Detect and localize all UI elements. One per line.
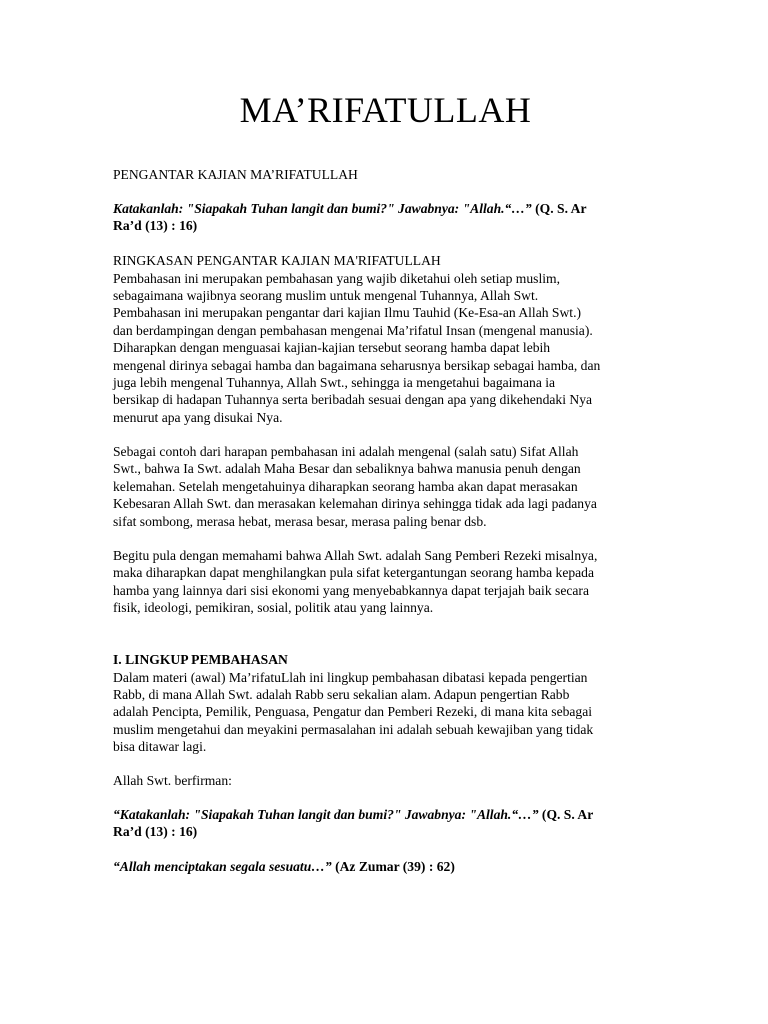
paragraph-3-line: Begitu pula dengan memahami bahwa Allah Swt. adalah Sang Pemberi Rezeki misalnya, [113, 548, 598, 563]
summary-line: bersikap di hadapan Tuhannya serta beribadah sesuai dengan apa yang dikehendaki Nya [113, 392, 593, 408]
summary-line: sebagaimana wajibnya seorang muslim untuk mengenal Tuhannya, Allah Swt. [113, 287, 539, 303]
quote-2-text: “Katakanlah: "Siapakah Tuhan langit dan bumi?" Jawabnya: "Allah.“…” [113, 807, 539, 822]
section-1-heading: I. LINGKUP PEMBAHASAN [113, 652, 288, 667]
paragraph-2-line: Swt., bahwa Ia Swt. adalah Maha Besar dan sebaliknya bahwa manusia penuh dengan [113, 461, 581, 477]
quote-1 [113, 200, 658, 235]
section-1-line: Dalam materi (awal) Ma’rifatuLlah ini lingkup pembahasan dibatasi kepada pengertian [113, 669, 588, 685]
quote-1-ref-a: (Q. S. Ar [531, 201, 587, 216]
quote-2 [113, 806, 658, 841]
firman-line: Allah Swt. berfirman: [113, 773, 232, 788]
paragraph-3-line: maka diharapkan dapat menghilangkan pula sifat ketergantungan seorang hamba kepada [113, 565, 595, 581]
summary-line: juga lebih mengenal Tuhannya, Allah Swt., sehingga ia mengetahui bagaimana ia [113, 374, 556, 390]
intro-heading: PENGANTAR KAJIAN MA’RIFATULLAH [113, 167, 358, 182]
quote-3-text: “Allah menciptakan segala sesuatu…” [113, 859, 332, 874]
paragraph-2-line: sifat sombong, merasa hebat, merasa besar, merasa paling benar dsb. [113, 513, 487, 529]
section-1-paragraph [113, 669, 658, 756]
section-1-line: bisa ditawar lagi. [113, 739, 207, 755]
paragraph-3-line: hamba yang lainnya dari sisi ekonomi yang menyebabkannya dapat terjajah baik secara [113, 582, 589, 598]
summary-line: Pembahasan ini merupakan pembahasan yang wajib diketahui oleh setiap muslim, [113, 270, 560, 286]
paragraph-3 [113, 547, 658, 617]
quote-3 [113, 858, 658, 875]
quote-2-ref-a: (Q. S. Ar [538, 807, 594, 822]
summary-line: Pembahasan ini merupakan pengantar dari kajian Ilmu Tauhid (Ke-Esa-an Allah Swt.) [113, 305, 582, 321]
quote-1-line-1 [113, 200, 658, 217]
summary-paragraph [113, 270, 658, 427]
paragraph-2-line: Sebagai contoh dari harapan pembahasan ini adalah mengenal (salah satu) Sifat Allah [113, 444, 579, 459]
summary-line: mengenal dirinya sebagai hamba dan bagaimana seharusnya bersikap sebagai hamba, dan [113, 357, 601, 373]
quote-1-text: Katakanlah: "Siapakah Tuhan langit dan bumi?" Jawabnya: "Allah.“…” [113, 201, 532, 216]
quote-3-line [113, 858, 658, 875]
summary-line: menurut apa yang disukai Nya. [113, 409, 283, 425]
section-1-line: muslim mengetahui dan meyakini permasalahan ini adalah sebuah kewajiban yang tidak [113, 721, 594, 737]
section-1-line: adalah Pencipta, Pemilik, Penguasa, Pengatur dan Pemberi Rezeki, di mana kita sebagai [113, 704, 593, 720]
summary-line: dan berdampingan dengan pembahasan mengenai Ma’rifatul Insan (mengenal manusia). [113, 322, 593, 338]
quote-2-line-1 [113, 806, 658, 823]
quote-1-ref-b: Ra’d (13) : 16) [113, 218, 198, 234]
quote-2-ref-b: Ra’d (13) : 16) [113, 824, 198, 840]
summary-line: Diharapkan dengan menguasai kajian-kajian tersebut seorang hamba dapat lebih [113, 340, 551, 356]
paragraph-2 [113, 443, 658, 530]
document-title: MA’RIFATULLAH [239, 90, 532, 130]
paragraph-2-line: Kebesaran Allah Swt. dan merasakan kelemahan dirinya sehingga tidak ada lagi padanya [113, 496, 597, 512]
quote-3-ref: (Az Zumar (39) : 62) [331, 859, 455, 874]
summary-heading: RINGKASAN PENGANTAR KAJIAN MA'RIFATULLAH [113, 253, 441, 268]
section-1-line: Rabb, di mana Allah Swt. adalah Rabb seru sekalian alam. Adapun pengertian Rabb [113, 686, 570, 702]
paragraph-2-line: kelemahan. Setelah mengetahuinya diharapkan seorang hamba akan dapat merasakan [113, 478, 578, 494]
paragraph-3-line: fisik, ideologi, pemikiran, sosial, politik atau yang lainnya. [113, 600, 434, 616]
